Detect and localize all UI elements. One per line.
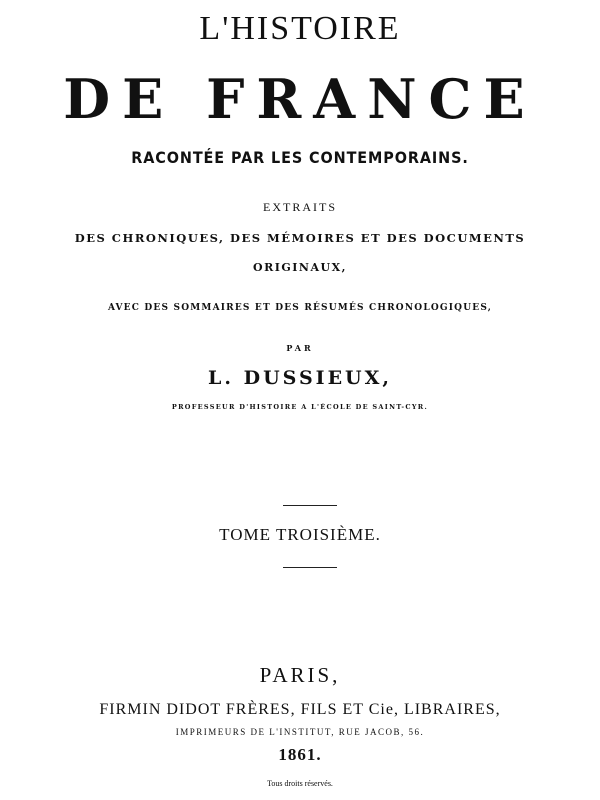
title-line-2: DE FRANCE bbox=[63, 67, 537, 131]
rights-notice: Tous droits réservés. bbox=[267, 779, 333, 788]
author-name: L. DUSSIEUX, bbox=[208, 367, 392, 389]
summaries-line: AVEC DES SOMMAIRES ET DES RÉSUMÉS CHRONOLOGIQUES, bbox=[107, 303, 493, 313]
divider-bottom bbox=[283, 567, 337, 568]
city: PARIS, bbox=[259, 663, 341, 687]
volume-label: TOME TROISIÈME. bbox=[219, 525, 381, 544]
title-line-1: L'HISTOIRE bbox=[199, 10, 401, 47]
author-title: PROFESSEUR D'HISTOIRE A L'ÉCOLE DE SAINT-CYR. bbox=[171, 403, 429, 411]
sources-line-2: ORIGINAUX, bbox=[253, 261, 347, 274]
par-label: PAR bbox=[286, 343, 314, 353]
year: 1861. bbox=[278, 745, 322, 764]
sources-line-1: DES CHRONIQUES, DES MÉMOIRES ET DES DOCUMENTS bbox=[74, 231, 526, 245]
divider-top bbox=[283, 505, 337, 506]
extraits-label: EXTRAITS bbox=[263, 200, 337, 214]
printer: IMPRIMEURS DE L'INSTITUT, RUE JACOB, 56. bbox=[175, 727, 425, 737]
subtitle: RACONTÉE PAR LES CONTEMPORAINS. bbox=[131, 148, 469, 167]
publisher: FIRMIN DIDOT FRÈRES, FILS ET Cie, LIBRAIRES, bbox=[99, 701, 501, 718]
